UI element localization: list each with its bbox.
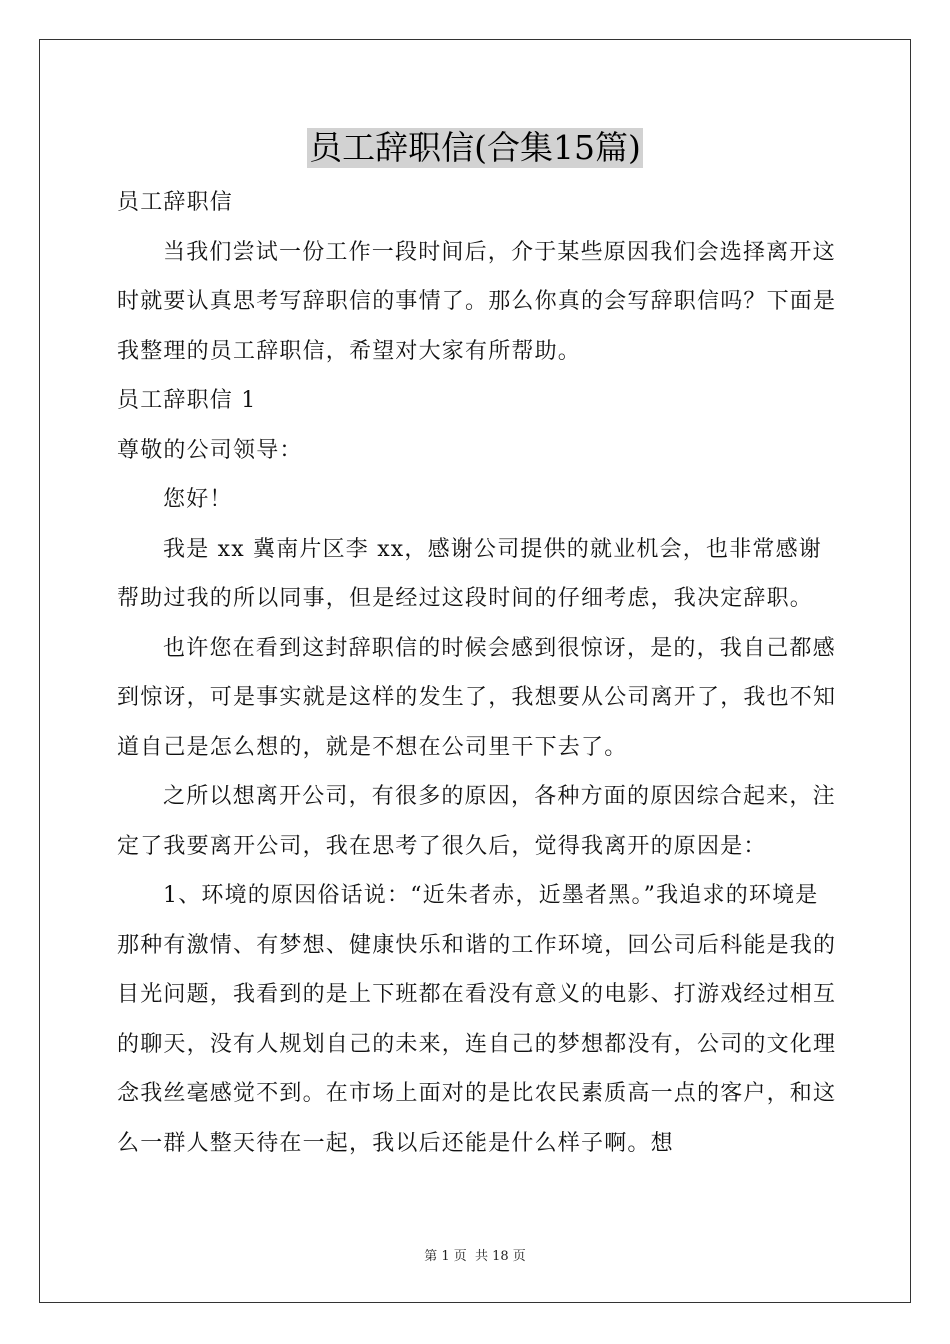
paragraph: 员工辞职信	[117, 190, 234, 215]
section-heading: 员工辞职信 1	[117, 388, 257, 413]
document-title: 员工辞职信(合集15篇)	[309, 128, 641, 167]
page-number: 第 1 页	[424, 1249, 467, 1264]
document-body	[117, 178, 837, 1168]
paragraph: 也许您在看到这封辞职信的时候会感到很惊讶，是的，我自己都感到惊讶，可是事实就是这样的发生了，我想要从公司离开了，我也不知道自己是怎么想的，就是不想在公司里干下去了。	[117, 635, 837, 760]
paragraph: 1、环境的原因俗话说：“近朱者赤，近墨者黑。”我追求的环境是那种有激情、有梦想、健康快乐和谐的工作环境，回公司后科能是我的目光问题，我看到的是上下班都在看没有意义的电影、打游戏经过相互的聊天，没有人规划自己的未来，连自己的梦想都没有，公司的文化理念我丝毫感觉不到。在市场上面对的是比农民素质高一点的客户，和这么一群人整天待在一起，我以后还能是什么样子啊。想	[117, 883, 837, 1156]
salutation: 尊敬的公司领导：	[117, 437, 303, 463]
page-total: 共 18 页	[474, 1249, 526, 1264]
title-container	[0, 128, 950, 168]
paragraph: 之所以想离开公司，有很多的原因，各种方面的原因综合起来，注定了我要离开公司，我在思考了很久后，觉得我离开的原因是：	[117, 784, 836, 859]
paragraph: 当我们尝试一份工作一段时间后，介于某些原因我们会选择离开这时就要认真思考写辞职信的事情了。那么你真的会写辞职信吗？下面是我整理的员工辞职信，希望对大家有所帮助。	[117, 239, 837, 364]
paragraph: 我是 xx 冀南片区李 xx，感谢公司提供的就业机会，也非常感谢帮助过我的所以同事，但是经过这段时间的仔细考虑，我决定辞职。	[117, 536, 823, 611]
greeting: 您好！	[163, 487, 233, 512]
page-footer	[0, 1245, 950, 1264]
